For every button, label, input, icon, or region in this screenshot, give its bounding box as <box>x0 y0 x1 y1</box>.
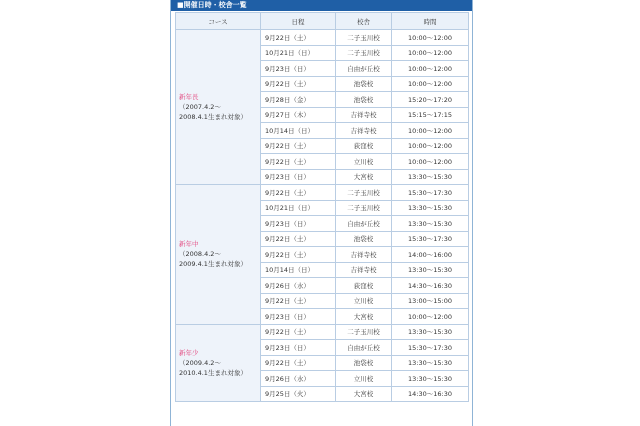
date-cell: 9月28日（金） <box>261 92 336 108</box>
time-cell: 13:30～15:30 <box>392 262 469 278</box>
time-cell: 13:30～15:30 <box>392 169 469 185</box>
date-cell: 10月21日（日） <box>261 45 336 61</box>
time-cell: 10:00～12:00 <box>392 309 469 325</box>
schedule-panel <box>170 0 473 426</box>
campus-cell: 大宮校 <box>336 169 392 185</box>
campus-cell: 大宮校 <box>336 386 392 402</box>
date-cell: 9月22日（土） <box>261 76 336 92</box>
time-cell: 10:00～12:00 <box>392 61 469 77</box>
course-name: 新年少 <box>179 348 199 357</box>
date-cell: 10月14日（日） <box>261 262 336 278</box>
campus-cell: 池袋校 <box>336 76 392 92</box>
date-cell: 9月26日（水） <box>261 371 336 387</box>
date-cell: 9月23日（日） <box>261 169 336 185</box>
campus-cell: 自由が丘校 <box>336 61 392 77</box>
date-cell: 9月22日（土） <box>261 324 336 340</box>
date-cell: 9月22日（土） <box>261 293 336 309</box>
date-cell: 9月22日（土） <box>261 30 336 46</box>
date-cell: 9月22日（土） <box>261 185 336 201</box>
date-cell: 9月26日（水） <box>261 278 336 294</box>
course-cell <box>176 185 261 325</box>
course-birth-range-end: 2010.4.1生まれ対象） <box>179 368 247 377</box>
table-row <box>176 324 469 340</box>
course-name: 新年長 <box>179 93 199 101</box>
time-cell: 13:30～15:30 <box>392 216 469 232</box>
campus-cell: 吉祥寺校 <box>336 123 392 139</box>
date-cell: 9月22日（土） <box>261 355 336 371</box>
date-cell: 9月23日（日） <box>261 61 336 77</box>
time-cell: 10:00～12:00 <box>392 123 469 139</box>
time-cell: 10:00～12:00 <box>392 30 469 46</box>
campus-cell: 立川校 <box>336 293 392 309</box>
course-birth-range-start: （2008.4.2～ <box>179 250 221 259</box>
campus-cell: 自由が丘校 <box>336 216 392 232</box>
campus-cell: 二子玉川校 <box>336 324 392 340</box>
campus-cell: 吉祥寺校 <box>336 247 392 263</box>
schedule-table <box>175 12 469 402</box>
campus-cell: 二子玉川校 <box>336 30 392 46</box>
campus-cell: 吉祥寺校 <box>336 107 392 123</box>
time-cell: 15:20～17:20 <box>392 92 469 108</box>
course-cell <box>176 30 261 185</box>
header-time: 時間 <box>392 13 469 30</box>
date-cell: 9月23日（日） <box>261 340 336 356</box>
campus-cell: 二子玉川校 <box>336 200 392 216</box>
header-row <box>176 13 469 30</box>
campus-cell: 二子玉川校 <box>336 185 392 201</box>
campus-cell: 池袋校 <box>336 355 392 371</box>
time-cell: 13:30～15:30 <box>392 371 469 387</box>
date-cell: 9月27日（木） <box>261 107 336 123</box>
course-birth-range-end: 2009.4.1生まれ対象） <box>179 260 247 269</box>
time-cell: 10:00～12:00 <box>392 154 469 170</box>
course-cell <box>176 324 261 402</box>
course-name: 新年中 <box>179 240 199 249</box>
campus-cell: 荻窪校 <box>336 138 392 154</box>
date-cell: 9月23日（日） <box>261 216 336 232</box>
campus-cell: 大宮校 <box>336 309 392 325</box>
header-date: 日程 <box>261 13 336 30</box>
time-cell: 15:30～17:30 <box>392 340 469 356</box>
time-cell: 13:00～15:00 <box>392 293 469 309</box>
course-birth-range-start: （2007.4.2～ <box>179 103 221 111</box>
time-cell: 15:15～17:15 <box>392 107 469 123</box>
campus-cell: 自由が丘校 <box>336 340 392 356</box>
campus-cell: 池袋校 <box>336 92 392 108</box>
date-cell: 9月22日（土） <box>261 154 336 170</box>
time-cell: 10:00～12:00 <box>392 138 469 154</box>
time-cell: 15:30～17:30 <box>392 185 469 201</box>
date-cell: 10月21日（日） <box>261 200 336 216</box>
time-cell: 13:30～15:30 <box>392 200 469 216</box>
time-cell: 13:30～15:30 <box>392 324 469 340</box>
time-cell: 14:00～16:00 <box>392 247 469 263</box>
campus-cell: 荻窪校 <box>336 278 392 294</box>
campus-cell: 立川校 <box>336 371 392 387</box>
course-birth-range-end: 2008.4.1生まれ対象） <box>179 113 247 121</box>
date-cell: 9月22日（土） <box>261 247 336 263</box>
header-course: コース <box>176 13 261 30</box>
date-cell: 9月22日（土） <box>261 231 336 247</box>
section-title: ■開催日時・校舎一覧 <box>171 0 472 11</box>
table-row <box>176 30 469 46</box>
header-campus: 校舎 <box>336 13 392 30</box>
date-cell: 9月25日（火） <box>261 386 336 402</box>
time-cell: 10:00～12:00 <box>392 45 469 61</box>
schedule-table-wrapper <box>175 12 468 402</box>
course-birth-range-start: （2009.4.2～ <box>179 358 221 367</box>
campus-cell: 二子玉川校 <box>336 45 392 61</box>
time-cell: 15:30～17:30 <box>392 231 469 247</box>
date-cell: 10月14日（日） <box>261 123 336 139</box>
campus-cell: 吉祥寺校 <box>336 262 392 278</box>
table-row <box>176 185 469 201</box>
time-cell: 14:30～16:30 <box>392 278 469 294</box>
time-cell: 14:30～16:30 <box>392 386 469 402</box>
time-cell: 10:00～12:00 <box>392 76 469 92</box>
campus-cell: 立川校 <box>336 154 392 170</box>
date-cell: 9月23日（日） <box>261 309 336 325</box>
campus-cell: 池袋校 <box>336 231 392 247</box>
date-cell: 9月22日（土） <box>261 138 336 154</box>
time-cell: 13:30～15:30 <box>392 355 469 371</box>
schedule-body <box>176 30 469 402</box>
